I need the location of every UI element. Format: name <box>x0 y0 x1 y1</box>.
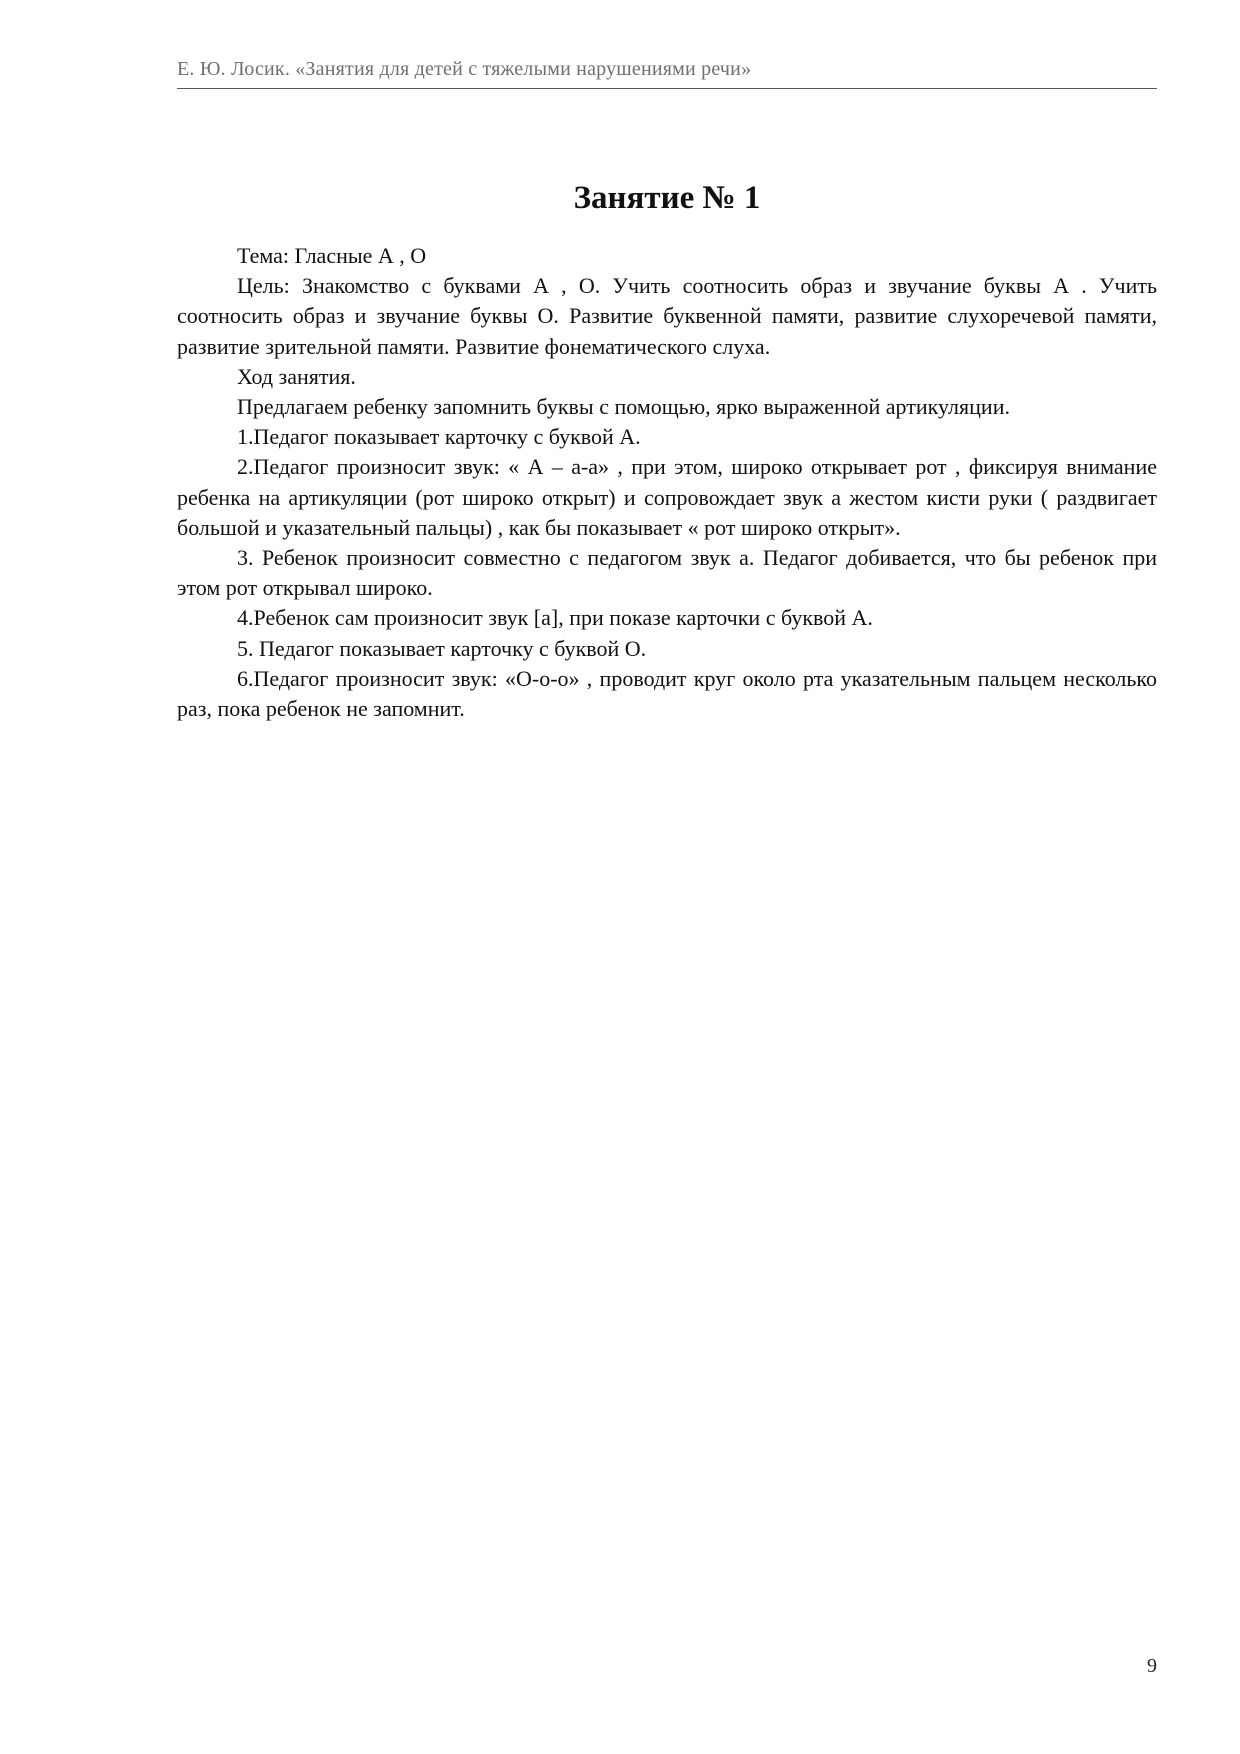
page-number: 9 <box>1147 1655 1157 1677</box>
lesson-title: Занятие № 1 <box>573 180 761 216</box>
lesson-step-5: 5. Педагог показывает карточку с буквой О. <box>237 635 647 661</box>
lesson-intro: Предлагаем ребенку запомнить буквы с помощью, ярко выраженной артикуляции. <box>237 394 1010 420</box>
running-header: Е. Ю. Лосик. «Занятия для детей с тяжелыми нарушениями речи» <box>177 58 752 80</box>
lesson-step-4: 4.Ребенок сам произносит звук [а], при показе карточки с буквой А. <box>237 605 873 631</box>
header-divider <box>177 88 1157 89</box>
lesson-topic: Тема: Гласные А , О <box>237 243 427 268</box>
lesson-step-2: 2.Педагог произносит звук: « А – а-а» , при этом, широко открывает рот , фиксируя внимание ребенка на артикуляции (рот широко открыт) и сопровождает звук а жестом кисти руки ( раздвигает большой и указательный пальцы) , как бы показывает « рот широко открыт». <box>177 454 1157 540</box>
lesson-step-3: 3. Ребенок произносит совместно с педагогом звук а. Педагог добивается, что бы ребенок при этом рот открывал широко. <box>177 545 1157 601</box>
lesson-progress-heading: Ход занятия. <box>237 363 356 389</box>
lesson-body <box>177 241 1157 724</box>
lesson-step-6: 6.Педагог произносит звук: «О-о-о» , проводит круг около рта указательным пальцем несколько раз, пока ребенок не запомнит. <box>177 665 1157 722</box>
lesson-step-1: 1.Педагог показывает карточку с буквой А. <box>237 424 641 450</box>
lesson-goal: Цель: Знакомство с буквами А , О. Учить соотносить образ и звучание буквы А . Учить соотносить образ и звучание буквы О. Развитие буквенной памяти, развитие слухоречевой памяти, развитие зрительной памяти. Развитие фонематического слуха. <box>177 273 1157 359</box>
